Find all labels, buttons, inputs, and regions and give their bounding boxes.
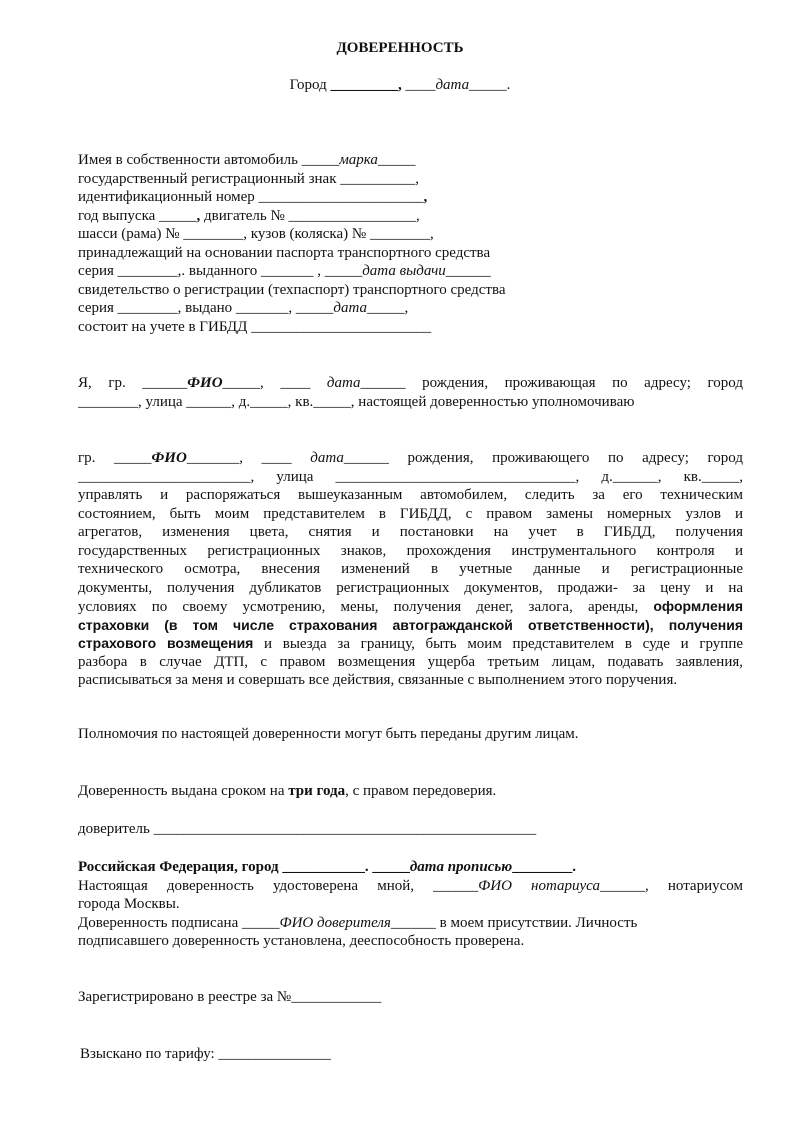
text: Имея в собственности автомобиль _____: [78, 152, 340, 168]
agent-line-4: состоянием, быть моим представителем в ГИБДД, с правом замены номерных узлов и: [78, 505, 743, 522]
city-blank: _________,: [330, 77, 402, 93]
agent-line-10: [78, 616, 743, 635]
agent-line-9: [78, 597, 743, 616]
vehicle-line-6: принадлежащий на основании паспорта транспортного средства: [78, 244, 491, 261]
text: три года: [288, 783, 346, 799]
notary-name-placeholder: ФИО нотариуса: [478, 877, 600, 894]
agent-section: [78, 449, 743, 690]
text: Российская Федерация, город ___________. _____: [78, 859, 410, 875]
notary-section: [78, 858, 743, 951]
text: Взыскано по тарифу: _______________: [80, 1046, 331, 1062]
date-in-words-placeholder: дата прописью: [409, 859, 513, 875]
agent-line-6: государственных регистрационных знаков, прохождения инструментального контроля и: [78, 542, 743, 559]
city-date-line: [0, 77, 800, 94]
text: серия ________,. выданного _______ , _____: [78, 263, 363, 279]
notary-line-4: [78, 914, 743, 933]
text: Я, гр. ______: [78, 375, 188, 391]
notary-line-2: [78, 877, 743, 896]
principal-name-placeholder: ФИО: [187, 375, 223, 391]
text: ______ рождения, проживающего по адресу; город: [343, 450, 743, 466]
text: Доверенность подписана _____: [78, 914, 280, 931]
text: ,: [196, 207, 201, 224]
text: _______, ____: [186, 450, 311, 466]
text: ________.: [512, 859, 576, 875]
vehicle-line-9: [78, 299, 743, 318]
principal-line-2: ________, улица ______, д._____, кв._____, настоящей доверенностью уполномочиваю: [78, 393, 635, 410]
date-blank-suffix: _____.: [469, 77, 511, 93]
text: ______: [445, 263, 491, 279]
vehicle-line-2: государственный регистрационный знак __________,: [78, 170, 419, 187]
text: год выпуска _____: [78, 207, 197, 224]
text: Полномочия по настоящей доверенности могут быть переданы другим лицам.: [78, 726, 579, 742]
text: и выезда за границу, быть моим представителем в суде и группе: [253, 636, 743, 652]
text: ______ в моем присутствии. Личность: [390, 914, 638, 931]
make-placeholder: марка: [339, 152, 378, 168]
text: , с правом передоверия.: [345, 783, 497, 799]
agent-line-2: _______________________, улица ________________________________, д.______, кв._____,: [78, 468, 743, 485]
date-placeholder: дата: [435, 77, 470, 93]
text: Настоящая доверенность удостоверена мной, ______: [78, 877, 479, 894]
tariff-line: [80, 1045, 745, 1064]
notary-line-3: города Москвы.: [78, 896, 180, 912]
grantor-name-placeholder: ФИО доверителя: [279, 914, 391, 931]
text: серия ________, выдано _______, _____: [78, 300, 334, 316]
text: ______ рождения, проживающая по адресу; город: [360, 375, 743, 391]
text: Зарегистрировано в реестре за №____________: [78, 989, 382, 1005]
term-clause: [78, 782, 743, 801]
text: условиях по своему усмотрению, мены, получения денег, залога, аренды,: [78, 599, 654, 615]
agent-name-placeholder: ФИО: [151, 450, 187, 466]
text: ,: [423, 189, 428, 205]
agent-line-13: расписываться за меня и совершать все действия, связанные с выполнением этого поручения.: [78, 672, 678, 688]
date-blank-prefix: ____: [401, 77, 436, 93]
agent-line-3: управлять и распоряжаться вышеуказанным автомобилем, следить за его техническим: [78, 487, 743, 503]
transfer-clause: [78, 725, 743, 744]
date-placeholder: дата: [333, 300, 368, 316]
grantor-signature-line: [78, 820, 743, 839]
notary-line-1: [78, 858, 743, 877]
text: гр. _____: [78, 450, 152, 466]
vehicle-line-4: [78, 207, 743, 226]
text: [78, 782, 743, 801]
text: _____: [377, 152, 416, 168]
notary-line-5: подписавшего доверенность установлена, дееспособность проверена.: [78, 933, 525, 949]
principal-section: [78, 374, 743, 411]
vehicle-section: [78, 151, 743, 336]
vehicle-line-3: [78, 188, 743, 207]
birth-date-placeholder: дата: [326, 375, 361, 391]
agent-line-11: [78, 634, 743, 653]
agent-line-7: технического осмотра, внесения изменений в учетные данные и регистрационные: [78, 561, 743, 577]
agent-birth-date-placeholder: дата: [310, 450, 344, 466]
city-label: Город: [289, 77, 331, 93]
registry-line: [78, 988, 743, 1007]
text: идентификационный номер ______________________: [78, 189, 424, 205]
agent-line-8: документы, получения дубликатов регистрационных документов, продажи- за цену и на: [78, 579, 743, 596]
agent-line-12: разбора в случае ДТП, с правом возмещения ущерба третьим лицам, подавать заявления,: [78, 653, 743, 670]
agent-line-1: [78, 449, 743, 468]
text: оформления: [653, 598, 743, 614]
text: доверитель ___________________________________________________: [78, 821, 537, 837]
text: Доверенность выдана сроком на: [78, 783, 289, 799]
document-title: ДОВЕРЕННОСТЬ: [336, 40, 464, 56]
vehicle-line-8: свидетельство о регистрации (техпаспорт) транспортного средства: [78, 281, 506, 298]
text: _____, ____: [222, 375, 327, 391]
vehicle-line-5: шасси (рама) № ________, кузов (коляска) № ________,: [78, 226, 434, 242]
issue-date-placeholder: дата выдачи: [362, 263, 446, 279]
text: ______, нотариусом: [599, 877, 743, 894]
principal-line-1: [78, 374, 743, 393]
vehicle-line-1: [78, 151, 743, 170]
vehicle-line-10: состоит на учете в ГИБДД ________________________: [78, 318, 432, 335]
text: двигатель № _________________,: [200, 207, 420, 224]
text: _____,: [367, 300, 409, 316]
text: страхового возмещения: [78, 635, 254, 651]
text: страховки (в том числе страхования автогражданской ответственности), получения: [78, 616, 743, 633]
vehicle-line-7: [78, 262, 743, 281]
agent-line-5: агрегатов, изменения цвета, снятия и постановки на учет в ГИБДД, получения: [78, 524, 743, 540]
